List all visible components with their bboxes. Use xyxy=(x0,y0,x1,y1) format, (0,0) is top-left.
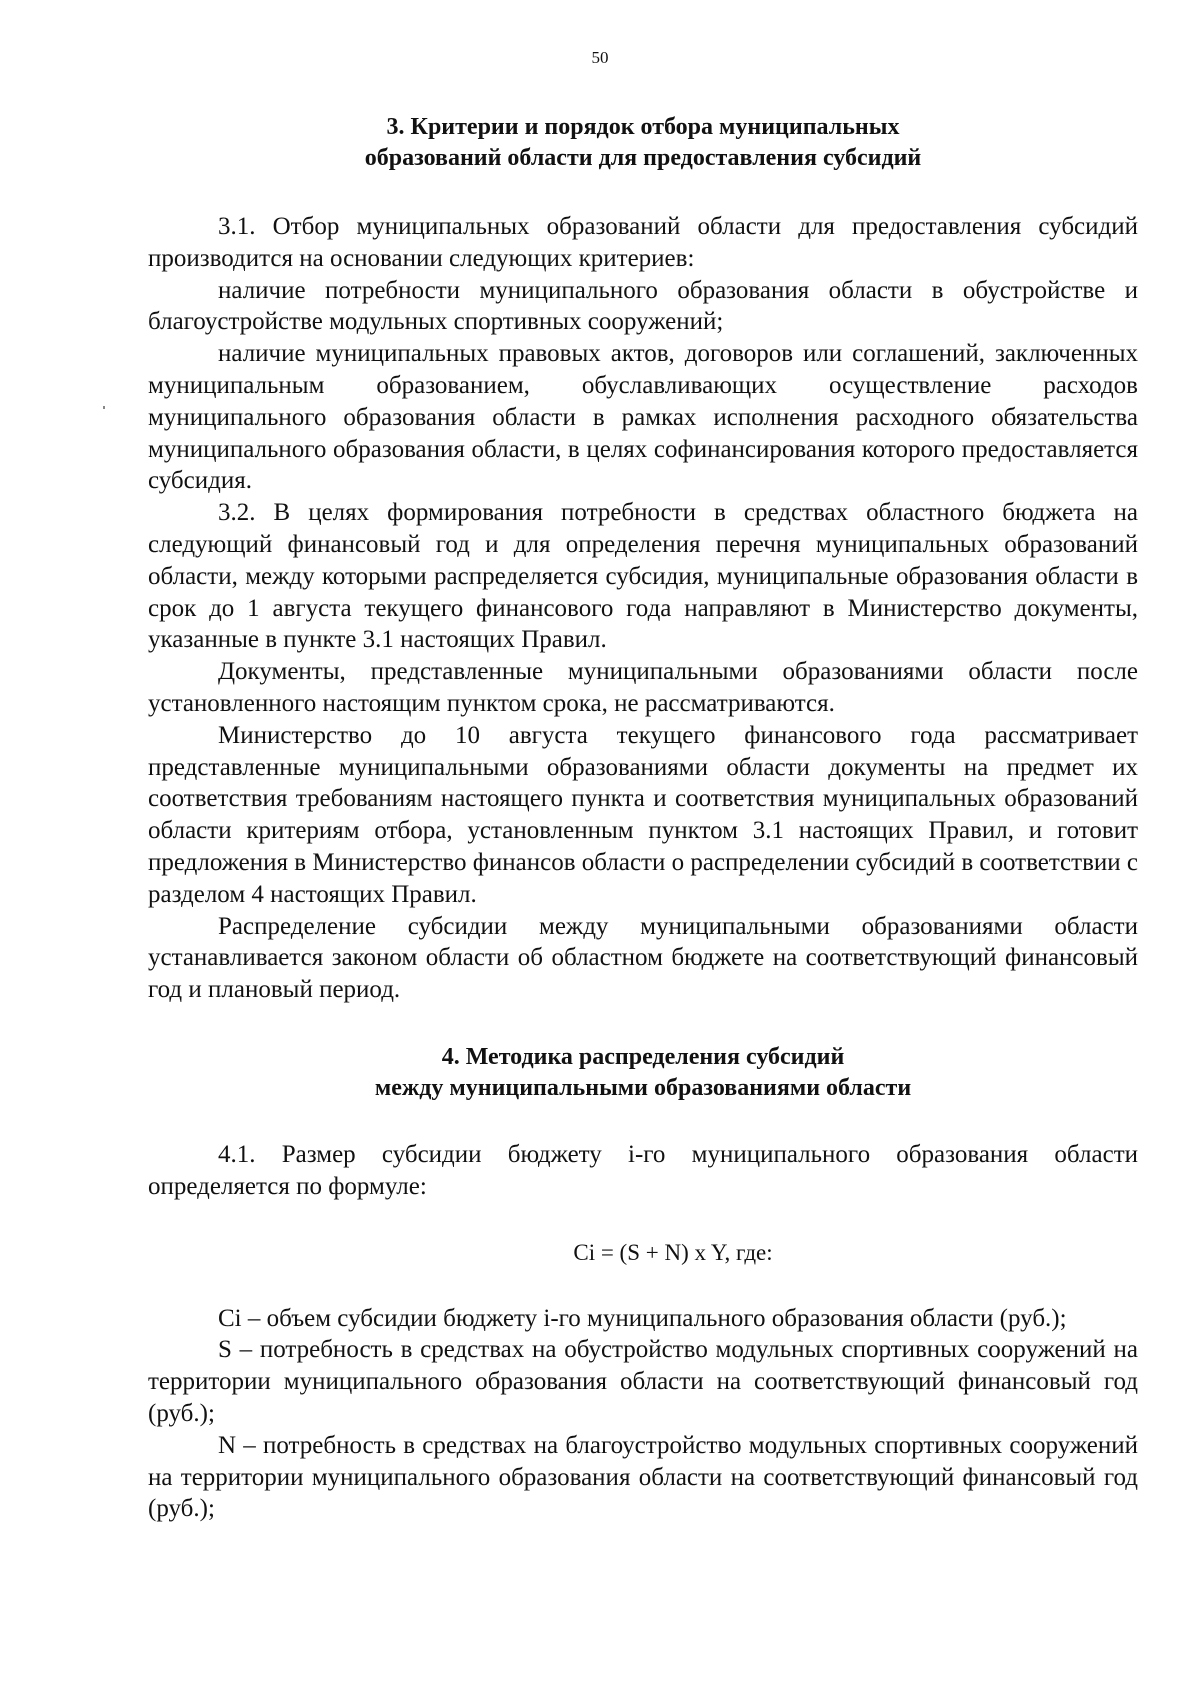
section-4-heading-line-1: 4. Методика распределения субсидий xyxy=(441,1043,845,1070)
paragraph-criterion-acts: наличие муниципальных правовых актов, договоров или соглашений, заключенных муниципальным образованием, обуславливающих осуществление расходов муниципального образования области в рамках исполнения расходного обязательства муниципального образования области, в целях софинансирования которого предоставляется субсидия. xyxy=(148,340,1138,495)
paragraph-3-2: 3.2. В целях формирования потребности в средствах областного бюджета на следующий финансовый год и для определения перечня муниципальных образований области, между которыми распределяется субсидия, муниципальные образования области в срок до 1 августа текущего финансового года направляют в Министерство документы, указанные в пункте 3.1 настоящих Правил. xyxy=(148,499,1138,654)
subsidy-formula: Ci = (S + N) x Y, где: xyxy=(573,1239,773,1265)
paragraph-4-1: 4.1. Размер субсидии бюджету i-го муниципального образования области определяется по формуле: xyxy=(148,1140,1138,1200)
section-4-heading-line-2: между муниципальными образованиями области xyxy=(374,1074,912,1101)
definition-s: S – потребность в средствах на обустройство модульных спортивных сооружений на территории муниципального образования области на соответствующий финансовый год (руб.); xyxy=(148,1336,1138,1427)
paragraph-ministry-review: Министерство до 10 августа текущего финансового года рассматривает представленные муниципальными образованиями области документы на предмет их соответствия требованиям настоящего пункта и соответствия муниципальных образований области критериям отбора, установленным пунктом 3.1 настоящих Правил, и готовит предложения в Министерство финансов области о распределении субсидий в соответствии с разделом 4 настоящих Правил. xyxy=(148,721,1138,908)
section-3-heading-line-2: образований области для предоставления субсидий xyxy=(364,145,922,171)
scan-artifact xyxy=(103,406,105,409)
document-body xyxy=(148,112,1138,1525)
definition-n: N – потребность в средствах на благоустройство модульных спортивных сооружений на территории муниципального образования области на соответствующий финансовый год (руб.); xyxy=(148,1431,1138,1523)
section-4-heading xyxy=(148,1042,1138,1104)
page-number: 50 xyxy=(591,48,609,67)
paragraph-distribution: Распределение субсидии между муниципальными образованиями области устанавливается законом области об областном бюджете на соответствующий финансовый год и плановый период. xyxy=(148,912,1138,1004)
paragraph-late-documents: Документы, представленные муниципальными образованиями области после установленного настоящим пунктом срока, не рассматриваются. xyxy=(148,658,1138,717)
paragraph-criterion-need: наличие потребности муниципального образования области в обустройстве и благоустройстве модульных спортивных сооружений; xyxy=(148,276,1138,336)
paragraph-3-1: 3.1. Отбор муниципальных образований области для предоставления субсидий производится на основании следующих критериев: xyxy=(148,213,1138,272)
section-3-heading xyxy=(148,112,1138,174)
definition-ci: Ci – объем субсидии бюджету i-го муниципального образования области (руб.); xyxy=(218,1304,1067,1332)
section-3-heading-line-1: 3. Критерии и порядок отбора муниципальных xyxy=(386,114,900,140)
